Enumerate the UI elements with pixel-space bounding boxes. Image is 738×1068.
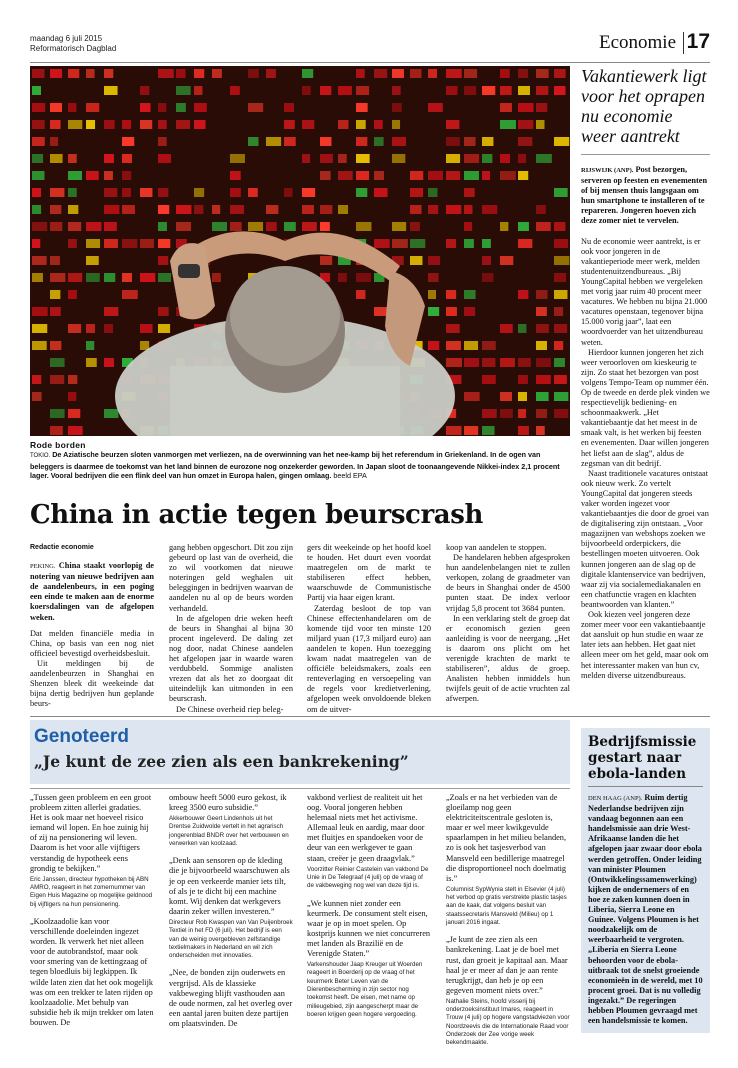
sidebar-lede-block [581, 165, 710, 227]
article-place: PEKING. [30, 563, 56, 571]
caption-credit: beeld EPA [333, 471, 367, 481]
sidebar-headline: Vakantiewerk ligt voor het oprapen nu economie weer aantrekt [581, 66, 707, 146]
article-headline: China in actie tegen beurscrash [30, 500, 483, 530]
quote-attribution: Directeur Rob Kwaspen van Van Puijenbroek Textiel in het FD (6 juli). Het bedrijf is een van de weinig overgebleven zelfstandige textielmakers in Nederland en wil zich onderscheiden met innovaties. [169, 918, 293, 960]
bedrijfsmissie-place: DEN HAAG (ANP). [588, 795, 643, 802]
article-paragraph: In een verklaring stelt de groep dat er economisch gezien geen aanleiding is voor de neergang. „Het is daarom ons plicht om het verenigde krachten de markt te stabiliseren”, aldus de groep. Analisten hebben inmiddels hun twijfels geuit of de actie vruchten zal afwerpen. [446, 613, 570, 704]
bedrijfsmissie-headline: Bedrijfsmissie gestart naar ebola-landen [588, 734, 697, 782]
stock-board-image [30, 66, 570, 436]
article-column-3 [307, 543, 431, 715]
article-column-4 [446, 543, 570, 705]
quote-column-2 [169, 793, 293, 1031]
article-paragraph: gang hebben opgeschort. Dit zou zijn gebeurd op last van de overheid, die zo wil voorkomen dat nieuwe noteringen geld weghalen uit beleggingen in bedrijven waarvan de aandelen nu al op de beurs worden verhandeld. [169, 543, 293, 613]
caption-place: TOKIO. [30, 453, 51, 460]
genoteerd-title: Genoteerd [34, 726, 130, 747]
quote-attribution: Akkerbouwer Geert Lindenhols uit het Drentse Zuidwolde vertelt in het agrarisch jongerenblad BNDR over het verbouwen en verwerken van koolzaad. [169, 815, 289, 848]
article-paragraph: koop van aandelen te stoppen. [446, 543, 547, 552]
bedrijfsmissie-text: Ruim dertig Nederlandse bedrijven zijn vandaag begonnen aan een handelsmissie aan drie West-Afrikaanse landen die het afgelopen jaar zwaar door ebola werden getroffen. Onder leiding van minister Ploumen (Ontwikkelingssamenwerking) kijken de ondernemers of en hoe ze zaken kunnen doen in Liberia, Sierra Leone en Guinee. Volgens Ploumen is het noodzakelijk om de weerbaarheid te vergroten. „Liberia en Sierra Leone behoorden voor de ebola-uitbraak tot de snelst groeiende economieën in de wereld, met 10 procent groei. Dat is nu volledig ingezakt.” De regeringen hebben Ploumen gevraagd met een handelsmissie te komen. [588, 793, 703, 1026]
article-paragraph: gers dit weekeinde op het hoofd koel te houden. Het duurt even voordat maatregelen om de markt te stabiliseren effect hebben, waarschuwde de Communistische Partij via haar eigen krant. [307, 543, 431, 603]
quote-text: ombouw heeft 5000 euro gekost, ik kreeg 3500 euro subsidie.” [169, 793, 287, 813]
sidebar-paragraph: Hierdoor kunnen jongeren het zich weer veroorloven om kieskeurig te zijn. Zo staat het bezorgen van post volgens Tempo-Team op nummer één. Op de tweede en derde plek vinden we respectievelijk bediening- en schoonmaakwerk. „Het vakantiebaantje dat het meest in de smaak valt, is het werken bij feesten en evenementen. Daar willen jongeren het liefst aan de slag”, aldus de zegsman van dit bedrijf. [581, 347, 710, 468]
quote-text: „Zoals er na het verbieden van de gloeilamp nog geen elektriciteitscentrale gesloten is, maar er wel meer kwikgevulde spaarlampen in het milieu belanden, zo is ook het tasjesverbod van Mansveld een bedillerige maatregel die disproportioneel noch doelmatig is.” [446, 793, 567, 883]
sidebar-rule [581, 154, 710, 155]
sidebar-place: RIJSWIJK (ANP). [581, 167, 634, 174]
quote-text: „Koolzaadolie kan voor verschillende doeleinden ingezet worden. Ik verwerk het niet alleen voor de autobrandstof, maar ook voor smering van de kettingzaag of tegen bloedluis bij legkippen. Ik wilde laten zien dat het ook mogelijk was om een trekker te laten rijden op koolzaadolie. Met behulp van subsidie heb ik mijn trekker om laten bouwen. De [30, 916, 154, 1027]
quote-column-1 [30, 793, 154, 1030]
article-column-2 [169, 543, 293, 715]
page-number: 17 [686, 30, 710, 53]
article-lede: China staakt voorlopig de notering van nieuwe bedrijven aan de aandelenbeurs, in een poging een einde te maken aan de enorme koersdalingen van de afgelopen weken. [30, 561, 154, 622]
quote-column-3 [307, 793, 431, 1027]
quote-attribution: Eric Janssen, directeur hypotheken bij ABN AMRO, reageert in het zomernummer van Eigen Huis Magazine op mogelijke geldnood bij vijftigers na hun pensionering. [30, 875, 153, 908]
quote-text: „Nee, de bonden zijn ouderwets en vergrijsd. Als de klassieke vakbeweging blijft vasthouden aan de oude normen, zal het overleg over een aantal jaren buiten deze partijen om plaatsvinden. De [169, 968, 293, 1028]
article-paragraph: In de afgelopen drie weken heeft de beurs in Shanghai al bijna 30 procent ingeleverd. De daling zet nog door, nadat Chinese aandelen het afgelopen jaar in waarde waren verdubbeld. Sommige analisten vrezen dat als het zo doorgaat dit uiteindelijk kan uitmonden in een beurscrash. [169, 613, 293, 704]
genoteerd-rule [30, 788, 570, 789]
photo-caption [30, 441, 570, 481]
quote-attribution: Nathalie Steins, hoofd visserij bij onderzoeksinstituut Imares, reageert in Trouw (4 juli) op hogere vangstadviezen voor Noordzeevis die de Internationale Raad voor Onderzoek der Zee vorige week bekendmaakte. [446, 997, 570, 1047]
article-body [30, 543, 570, 714]
sidebar-paragraph: Ook kiezen veel jongeren deze zomer meer voor een vakantiebaantje dat aansluit op hun studie en waar ze later iets aan hebben. Het gaat niet alleen meer om het geld, maar ook om het interessanter maken van hun cv, melden diverse uitzendbureaus. [581, 610, 709, 680]
quote-text: vakbond verliest de realiteit uit het oog. Vooral jongeren hebben helemaal niets met het activisme. Allemaal leuk en aardig, maar door met fluitjes en spandoeken voor de deur van een werkgever te gaan staan, creëer je geen draagvlak.” [307, 793, 425, 863]
section-separator [683, 32, 684, 54]
section-divider [30, 716, 710, 717]
date-text: maandag 6 juli 2015 [30, 34, 103, 43]
sidebar-body [581, 237, 710, 681]
article-paragraph: Dat melden financiële media in China, op basis van een nog niet officieel bevestigd overheidsbesluit. [30, 628, 154, 658]
newspaper-name: Reformatorisch Dagblad [30, 44, 117, 53]
caption-text: De Aziatische beurzen sloten vanmorgen met verliezen, na de overwinning van het nee-kamp bij het referendum in Griekenland. In de ogen van beleggers is daarmee de toekomst van het land binnen de eurozone nog onzekerder geworden. In Japan sloot de toonaangevende Nikkei-index 2,1 procent lager. Vooral bedrijven die een flink deel van hun omzet in Europa halen, gingen omlaag. [30, 450, 560, 481]
quote-text: „Je kunt de zee zien als een bankrekening. Laat je de boel met rust, dan groeit je kapitaal aan. Maar haal je er meer af dan je aan rente terugkrijgt, dan heb je op een gegeven moment niets over.” [446, 935, 568, 995]
section-name: Economie [598, 32, 676, 53]
genoteerd-quote: „Je kunt de zee zien als een bankrekening” [34, 752, 409, 771]
page-date [30, 34, 116, 54]
quote-attribution: Varkenshouder Jaap Kreuger uit Woerden reageert in Boerderij op de vraag of het keurmerk Beter Leven van de Dierenbescherming in zijn sector nog toekomst heeft. De eisen, met name op milieugebied, zijn aangescherpt maar de boeren krijgen geen hogere vergoeding. [307, 961, 423, 1018]
bedrijfsmissie-body [588, 793, 703, 1026]
quote-text: „We kunnen niet zonder een keurmerk. De consument stelt eisen, waar je op in moet spelen. Op kostprijs kunnen we niet concurreren met landen als Brazilië en de Verenigde Staten.” [307, 898, 431, 959]
bedrijfsmissie-box [581, 728, 710, 1033]
quote-column-4 [446, 793, 570, 1056]
top-rule [30, 62, 710, 63]
article-paragraph: Zaterdag besloot de top van Chinese effectenhandelaren om de komende tijd voor ten minste 120 miljard yuan (17,3 miljard euro) aan aandelen te kopen. Hun toezegging kwam nadat maatregelen van de officiële beleidsmakers, zoals een renteverlaging en versoepeling van de regels voor kredietverlening, afgelopen week onvoldoende bleken om de uitver- [307, 603, 431, 714]
sidebar-lede: Post bezorgen, serveren op feesten en evenementen of bij mensen thuis langsgaan om hun smartphone te installeren of te repareren. Jongeren hoeven zich deze zomer niet te vervelen. [581, 165, 708, 226]
quote-attribution: Voorzitter Reinier Castelein van vakbond De Unie in De Telegraaf (4 juli) op de vraag of de vakbeweging nog wel van deze tijd is. [307, 865, 429, 890]
article-column-1 [30, 543, 154, 709]
genoteerd-header [30, 720, 570, 784]
article-paragraph: De handelaren hebben afgesproken hun aandelenbelangen niet te zullen verkopen, zolang de graadmeter van de beurs in Shanghai onder de 4500 punten staat. De index verloor vrijdag 5,8 procent tot 3684 punten. [446, 553, 570, 613]
sidebar-paragraph: Nu de economie weer aantrekt, is er ook voor jongeren in de vakantieperiode meer werk, melden studentenuitzendbureaus. „Bij YoungCapital hebben we vergeleken met vorig jaar ruim 40 procent meer vacatures. We hebben nu bijna 21.000 vacatures openstaan, tegenover bijna 15.000 vorig jaar”, laat een woordvoerder van het uitzendbureau weten. [581, 236, 708, 347]
bedrijfsmissie-rule [588, 786, 703, 787]
article-paragraph: Uit meldingen bij de aandelenbeurzen in Shanghai en Shenzen bleek dit weekeinde dat bijna dertig bedrijven hun geplande beurs- [30, 658, 154, 709]
news-photo [30, 66, 570, 436]
article-paragraph: De Chinese overheid riep beleg- [176, 704, 284, 714]
quote-text: „Tussen geen probleem en een groot probleem zitten allerlei gradaties. Het is ook maar net hoeveel risico iemand wil lopen. En hoe zuinig hij of zij na pensionering wil leven. Daarom is het voor alle vijftigers verstandig de hypotheek eens grondig te bekijken.” [30, 793, 152, 873]
sidebar-article [581, 66, 710, 681]
quote-attribution: Columnist SypWynia stelt in Elsevier (4 juli) het verbod op gratis verstrekte plastic tasjes aan de kaak, dat volgens besluit van staatssecretaris Mansveld (Milieu) op 1 januari 2016 ingaat. [446, 885, 567, 927]
sidebar-paragraph: Naast traditionele vacatures ontstaat ook nieuw werk. Zo vertelt YoungCapital dat jongeren steeds vaker worden ingezet voor vakantiebaantjes die door de groei van de digitalisering zijn ontstaan. „Voor magazijnen van webshops zoeken we bijvoorbeeld orderpickers, die bestellingen moeten uitvoeren. Ook kunnen jongeren aan de slag op de digitale klantenservice van bedrijven, waar zij via socialemediakanalen en een chatfunctie vragen en klachten beantwoorden van klanten.” [581, 468, 709, 609]
quote-text: „Denk aan sensoren op de kleding die je bijvoorbeeld waarschuwen als je op een verkeerde manier iets tilt, of als je te dicht bij een machine komt. Wij denken dat werkgevers daarin zeker willen investeren.” [169, 856, 290, 916]
article-byline: Redactie economie [30, 544, 94, 551]
caption-title: Rode borden [30, 440, 86, 450]
